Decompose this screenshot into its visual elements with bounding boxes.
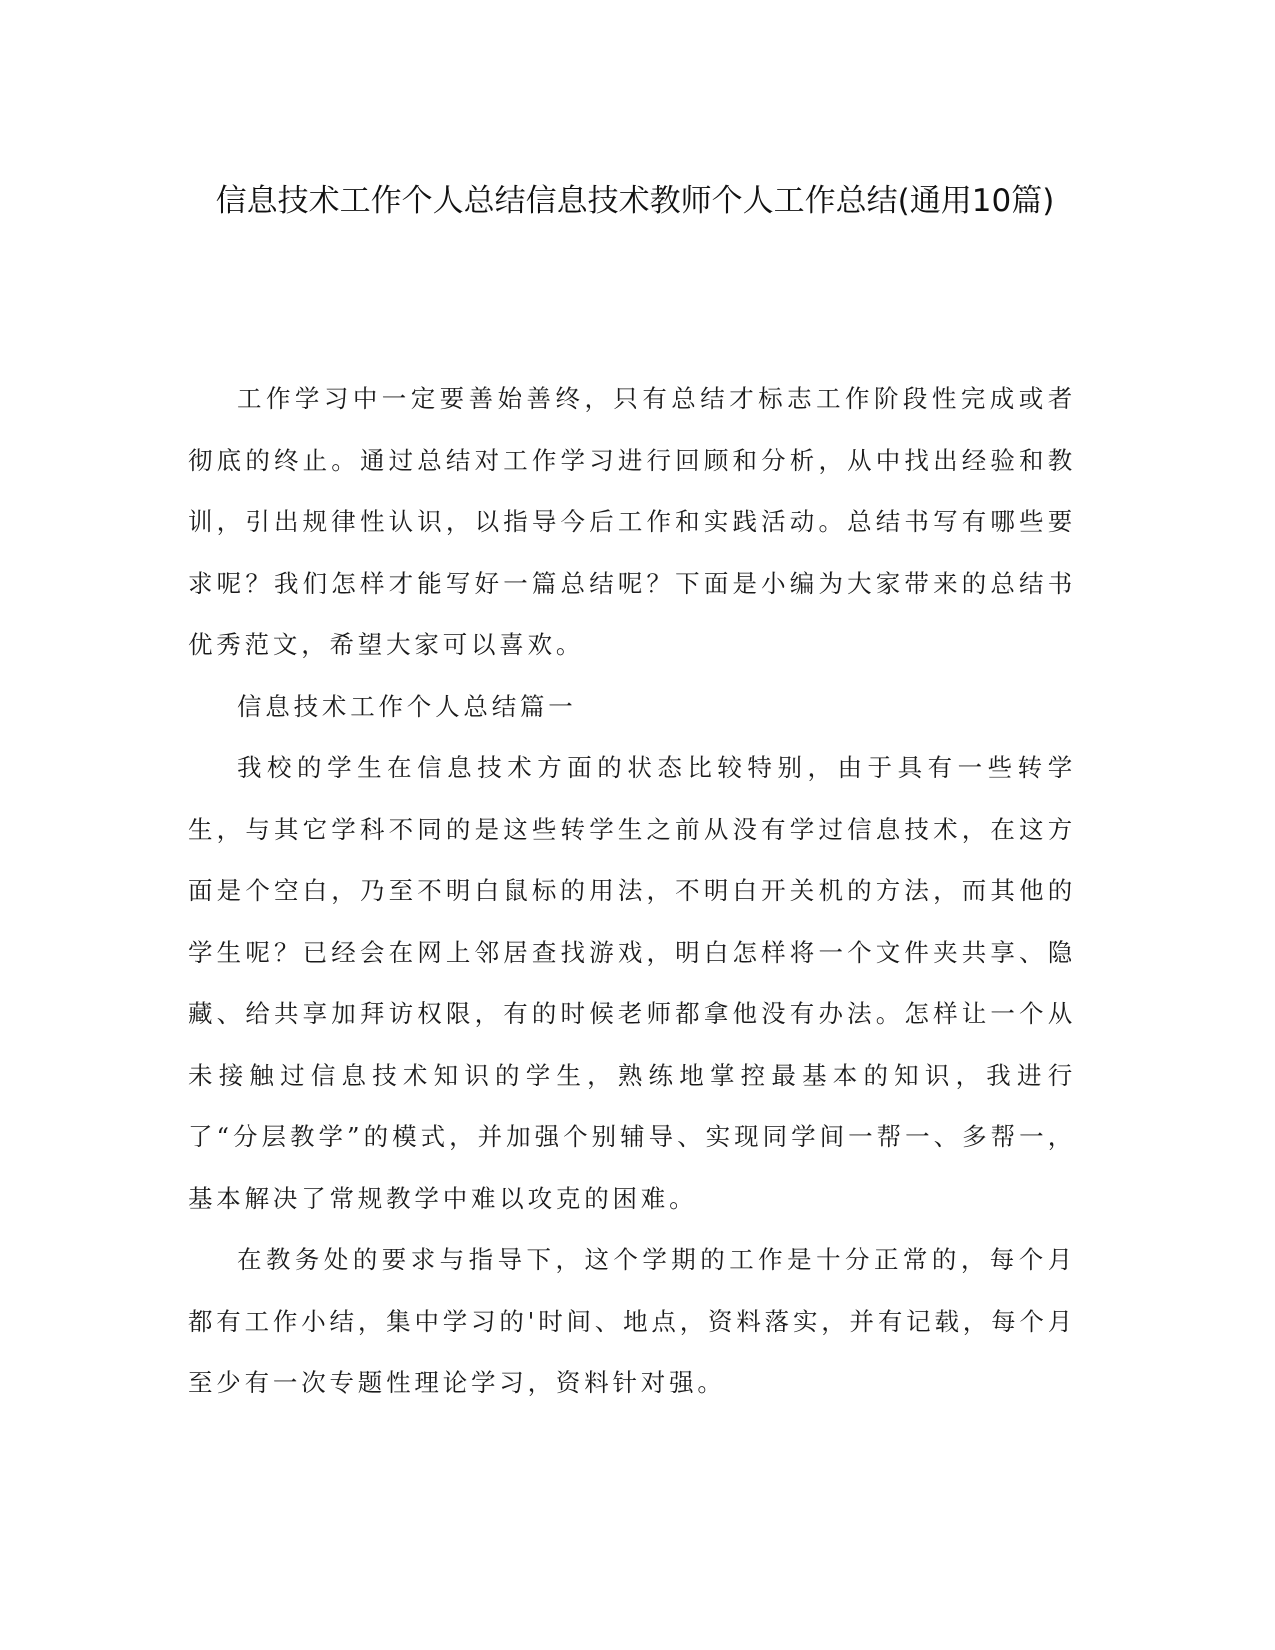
document-body [188,368,1076,1414]
document-title: 信息技术工作个人总结信息技术教师个人工作总结(通用10篇) [215,183,1055,219]
body-paragraph: 在教务处的要求与指导下，这个学期的工作是十分正常的，每个月都有工作小结，集中学习的'时间、地点，资料落实，并有记载，每个月至少有一次专题性理论学习，资料针对强。 [188,1245,1076,1397]
intro-paragraph: 工作学习中一定要善始善终，只有总结才标志工作阶段性完成或者彻底的终止。通过总结对工作学习进行回顾和分析，从中找出经验和教训，引出规律性认识，以指导今后工作和实践活动。总结书写有哪些要求呢？我们怎样才能写好一篇总结呢？下面是小编为大家带来的总结书优秀范文，希望大家可以喜欢。 [188,384,1076,659]
section-heading: 信息技术工作个人总结篇一 [237,691,577,721]
body-paragraph: 我校的学生在信息技术方面的状态比较特别，由于具有一些转学生，与其它学科不同的是这些转学生之前从没有学过信息技术，在这方面是个空白，乃至不明白鼠标的用法，不明白开关机的方法，而其他的学生呢？已经会在网上邻居查找游戏，明白怎样将一个文件夹共享、隐藏、给共享加拜访权限，有的时候老师都拿他没有办法。怎样让一个从未接触过信息技术知识的学生，熟练地掌控最基本的知识，我进行了“分层教学”的模式，并加强个别辅导、实现同学间一帮一、多帮一，基本解决了常规教学中难以攻克的困难。 [188,753,1076,1213]
